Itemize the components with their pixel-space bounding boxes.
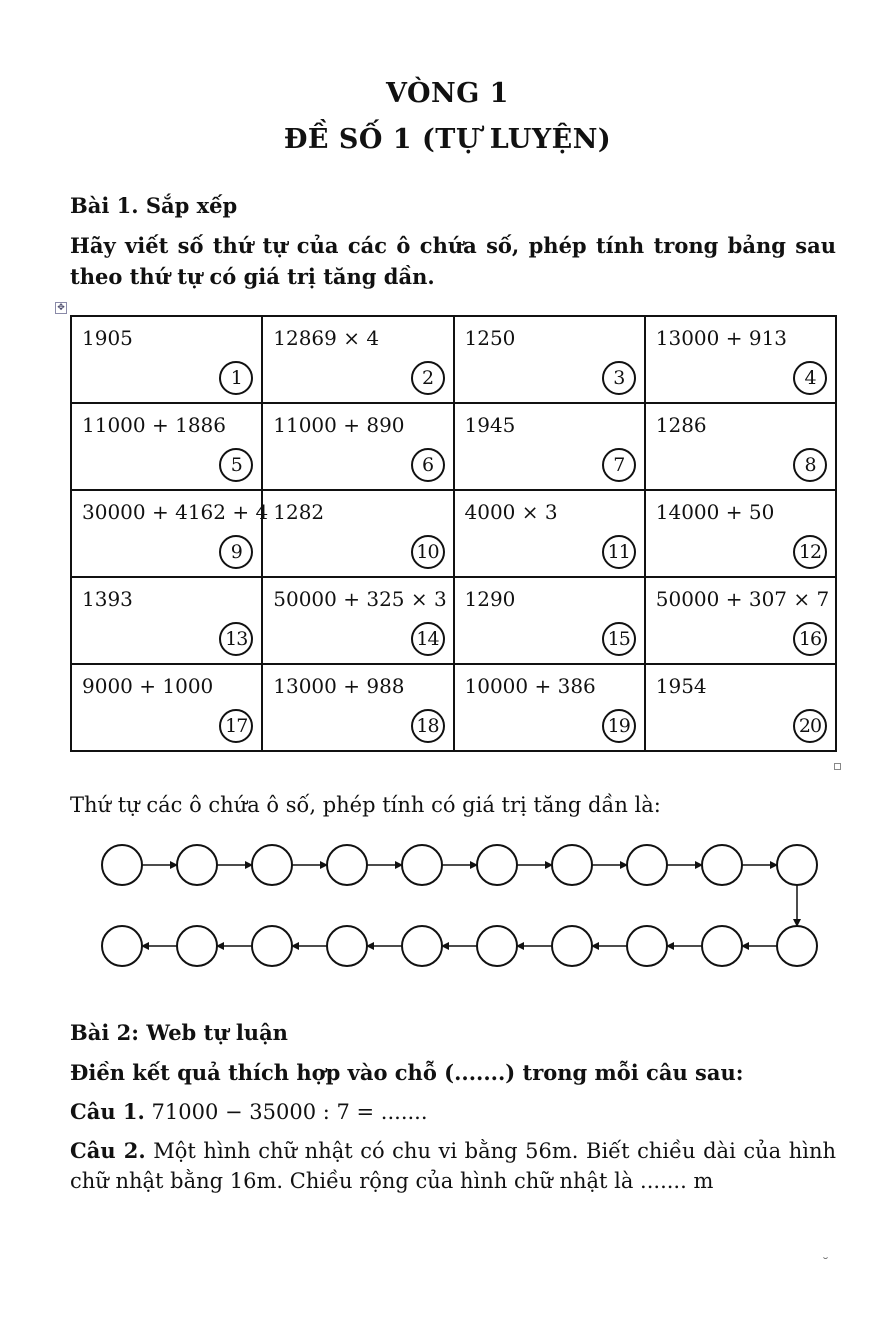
answer-flow-diagram xyxy=(0,835,895,985)
table-cell xyxy=(71,490,269,577)
order-prompt: Thứ tự các ô chứa ô số, phép tính có giá trị tăng dần là: xyxy=(70,793,661,817)
table-cell xyxy=(262,490,453,577)
table-cell xyxy=(262,316,453,403)
answer-circle[interactable] xyxy=(777,926,817,966)
answer-circle[interactable] xyxy=(627,926,667,966)
table-cell xyxy=(454,664,645,751)
cell-expression: 1290 xyxy=(464,587,516,611)
table-cell xyxy=(71,403,262,490)
table-row xyxy=(71,316,836,403)
cell-number-circle: 18 xyxy=(411,709,445,743)
cell-number-circle: 15 xyxy=(602,622,636,656)
cau2-text-line1: Một hình chữ nhật có chu vi bằng 56m. Biết chiều dài của hình xyxy=(145,1139,837,1163)
cell-expression: 13000 + 913 xyxy=(655,326,788,350)
table-cell xyxy=(71,577,262,664)
answer-circle[interactable] xyxy=(402,926,442,966)
table-row xyxy=(71,664,836,751)
table-cell xyxy=(454,490,645,577)
cell-number-circle: 5 xyxy=(219,448,253,482)
table-cell xyxy=(645,403,836,490)
answer-circle[interactable] xyxy=(477,926,517,966)
bai1-title: Bài 1. Sắp xếp xyxy=(70,193,238,218)
cell-number-circle: 12 xyxy=(793,535,827,569)
table-cell xyxy=(71,316,262,403)
bai1-instruction-line2: theo thứ tự có giá trị tăng dần. xyxy=(70,264,435,289)
cell-number-circle: 19 xyxy=(602,709,636,743)
cau1-text: 71000 − 35000 : 7 = ....... xyxy=(144,1100,428,1124)
cau2-line1 xyxy=(70,1135,836,1167)
answer-circle[interactable] xyxy=(327,845,367,885)
cell-number-circle: 8 xyxy=(793,448,827,482)
answer-circle[interactable] xyxy=(702,845,742,885)
cau2-line2: chữ nhật bằng 16m. Chiều rộng của hình chữ nhật là ....... m xyxy=(70,1169,714,1193)
answer-circle[interactable] xyxy=(552,926,592,966)
bai2-instruction: Điền kết quả thích hợp vào chỗ (.......) trong mỗi câu sau: xyxy=(70,1060,744,1085)
cell-number-circle: 10 xyxy=(411,535,445,569)
answer-circle[interactable] xyxy=(177,845,217,885)
table-cell xyxy=(454,403,645,490)
table-cell xyxy=(645,577,836,664)
number-table xyxy=(70,315,837,752)
page-corner-mark: ˘ xyxy=(822,1256,829,1272)
table-cell xyxy=(71,664,262,751)
cell-expression: 1282 xyxy=(273,500,325,524)
bai1-instruction-line1: Hãy viết số thứ tự của các ô chứa số, phép tính trong bảng sau xyxy=(70,233,836,258)
answer-circle[interactable] xyxy=(777,845,817,885)
cell-expression: 50000 + 307 × 7 xyxy=(655,587,830,611)
cell-number-circle: 9 xyxy=(219,535,253,569)
table-cell xyxy=(645,316,836,403)
cell-number-circle: 11 xyxy=(602,535,636,569)
cell-expression: 13000 + 988 xyxy=(273,674,405,698)
answer-circle[interactable] xyxy=(102,845,142,885)
cau1 xyxy=(70,1096,836,1128)
answer-circle[interactable] xyxy=(327,926,367,966)
cell-number-circle: 14 xyxy=(411,622,445,656)
answer-circle[interactable] xyxy=(177,926,217,966)
cell-expression: 1905 xyxy=(82,326,133,350)
cell-number-circle: 3 xyxy=(602,361,636,395)
cell-expression: 4000 × 3 xyxy=(464,500,558,524)
answer-circle[interactable] xyxy=(102,926,142,966)
cell-number-circle: 17 xyxy=(219,709,253,743)
cell-number-circle: 20 xyxy=(793,709,827,743)
cell-expression: 1393 xyxy=(82,587,133,611)
table-cell xyxy=(262,577,453,664)
cell-number-circle: 4 xyxy=(793,361,827,395)
answer-circle[interactable] xyxy=(402,845,442,885)
cell-expression: 11000 + 1886 xyxy=(82,413,226,437)
table-move-icon[interactable]: ✥ xyxy=(55,302,67,314)
cell-expression: 11000 + 890 xyxy=(273,413,405,437)
cell-number-circle: 7 xyxy=(602,448,636,482)
table-cell xyxy=(454,316,645,403)
cell-expression: 10000 + 386 xyxy=(464,674,596,698)
cell-expression: 1945 xyxy=(464,413,516,437)
table-cell xyxy=(454,577,645,664)
answer-circle[interactable] xyxy=(477,845,517,885)
cell-expression: 1286 xyxy=(655,413,707,437)
cell-expression: 30000 + 4162 + 4 xyxy=(82,500,269,524)
cell-expression: 14000 + 50 xyxy=(655,500,775,524)
answer-circle[interactable] xyxy=(252,845,292,885)
cell-number-circle: 13 xyxy=(219,622,253,656)
cell-expression: 9000 + 1000 xyxy=(82,674,214,698)
table-cell xyxy=(262,664,453,751)
table-cell xyxy=(262,403,453,490)
bai2-title: Bài 2: Web tự luận xyxy=(70,1020,288,1045)
table-cell xyxy=(645,664,836,751)
cell-expression: 12869 × 4 xyxy=(273,326,380,350)
table-cell xyxy=(645,490,836,577)
exam-title: ĐỀ SỐ 1 (TỰ LUYỆN) xyxy=(283,124,612,155)
cell-number-circle: 16 xyxy=(793,622,827,656)
table-resize-icon[interactable] xyxy=(834,763,841,770)
cell-expression: 1954 xyxy=(655,674,707,698)
cell-number-circle: 2 xyxy=(411,361,445,395)
answer-circle[interactable] xyxy=(702,926,742,966)
cell-number-circle: 6 xyxy=(411,448,445,482)
cau2-label: Câu 2. xyxy=(70,1138,146,1163)
answer-circle[interactable] xyxy=(552,845,592,885)
table-row xyxy=(71,577,836,664)
cau1-label: Câu 1. xyxy=(70,1099,145,1124)
cell-expression: 50000 + 325 × 3 xyxy=(273,587,447,611)
table-row xyxy=(71,490,836,577)
cell-expression: 1250 xyxy=(464,326,516,350)
round-title: VÒNG 1 xyxy=(386,78,509,109)
cell-number-circle: 1 xyxy=(219,361,253,395)
answer-circle[interactable] xyxy=(252,926,292,966)
table-row xyxy=(71,403,836,490)
answer-circle[interactable] xyxy=(627,845,667,885)
